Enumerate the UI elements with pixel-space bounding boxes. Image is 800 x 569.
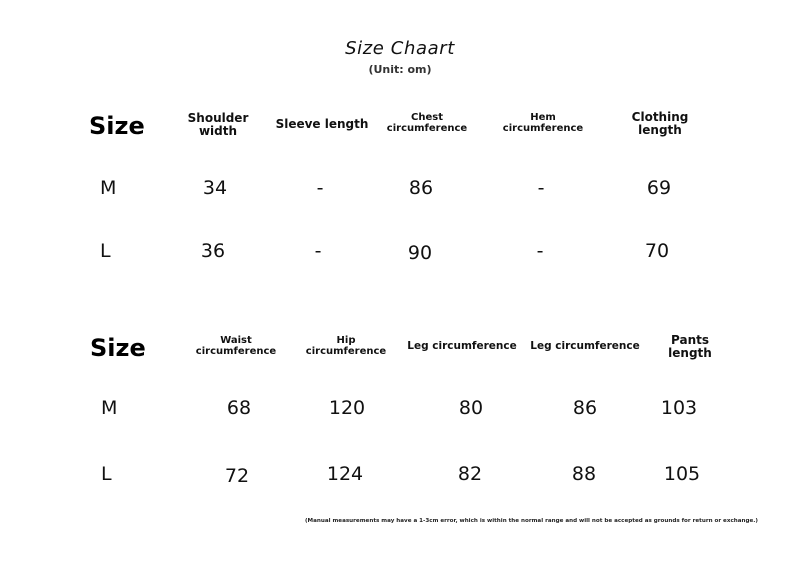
column-header-hip-circumference: Hip circumference xyxy=(305,335,387,357)
table-cell: 120 xyxy=(328,397,366,419)
row-size-l: L xyxy=(101,463,112,485)
row-size-m: M xyxy=(101,397,118,419)
column-header-leg-circumference: Leg circumference xyxy=(407,340,517,352)
table-cell: 86 xyxy=(572,397,598,419)
table-cell: 68 xyxy=(226,397,252,419)
size-column-header: Size xyxy=(90,334,146,362)
table-cell: 80 xyxy=(458,397,484,419)
table-cell: - xyxy=(314,240,322,262)
table-cell: 34 xyxy=(202,177,228,199)
column-header-clothing-length: Clothing length xyxy=(631,110,689,137)
column-header-pants-length: Pants length xyxy=(668,333,712,360)
table-cell: 72 xyxy=(224,465,250,487)
table-cell: 86 xyxy=(408,177,434,199)
table-cell: 105 xyxy=(663,463,701,485)
table-cell: 70 xyxy=(644,240,670,262)
size-column-header: Size xyxy=(89,112,145,140)
unit-label: (Unit: om) xyxy=(368,63,432,76)
table-cell: 69 xyxy=(646,177,672,199)
table-cell: 90 xyxy=(407,242,433,264)
table-cell: - xyxy=(537,177,545,199)
table-cell: 103 xyxy=(660,397,698,419)
table-cell: 88 xyxy=(571,463,597,485)
chart-title: Size Chaart xyxy=(345,38,455,59)
table-cell: - xyxy=(536,240,544,262)
column-header-chest-circumference: Chest circumference xyxy=(386,112,468,134)
table-cell: - xyxy=(316,177,324,199)
column-header-hem-circumference: Hem circumference xyxy=(502,112,584,134)
table-cell: 82 xyxy=(457,463,483,485)
column-header-waist-circumference: Waist circumference xyxy=(195,335,277,357)
column-header-shoulder-width: Shoulder width xyxy=(187,111,249,138)
row-size-l: L xyxy=(100,240,111,262)
table-cell: 36 xyxy=(200,240,226,262)
measurement-disclaimer: (Manual measurements may have a 1-3cm error, which is within the normal range and will not be accepted as grounds for return or exchange.) xyxy=(304,518,758,524)
column-header-sleeve-length: Sleeve length xyxy=(275,117,369,131)
table-cell: 124 xyxy=(326,463,364,485)
row-size-m: M xyxy=(100,177,117,199)
column-header-leg-circumference-2: Leg circumference xyxy=(530,340,640,352)
